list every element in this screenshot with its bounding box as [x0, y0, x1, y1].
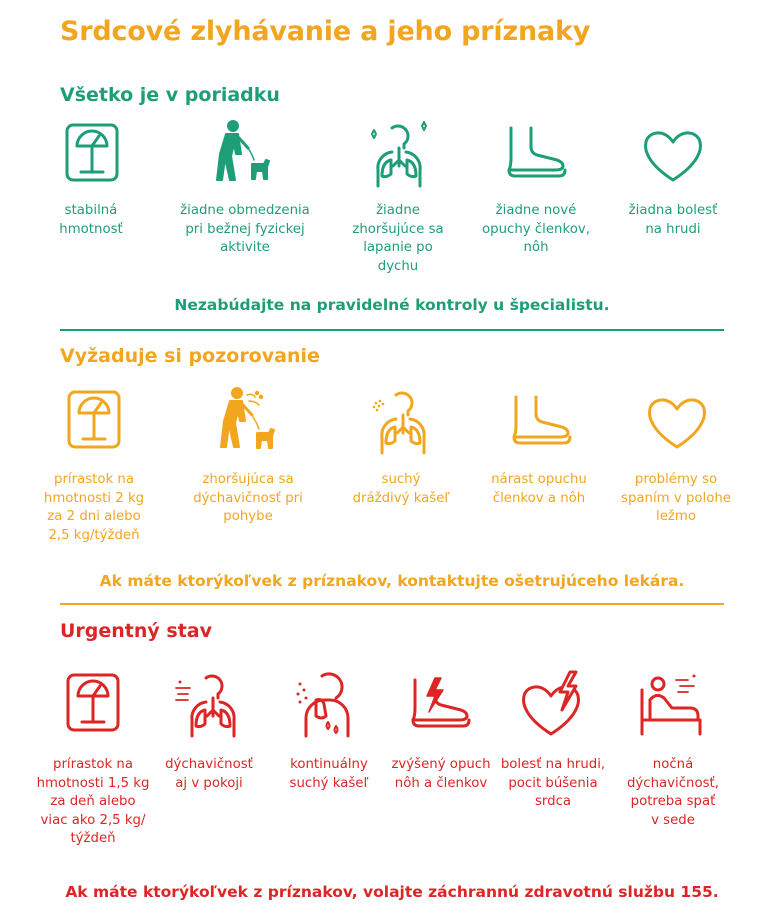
heart-icon	[638, 120, 708, 190]
caption: žiadne nové opuchy členkov, nôh	[482, 203, 590, 255]
caption: zvýšený opuch nôh a členkov	[391, 757, 491, 791]
section-heading: Urgentný stav	[60, 620, 213, 642]
divider	[60, 329, 724, 331]
heart-lightning-icon	[518, 670, 588, 740]
caption: žiadne obmedzenia pri bežnej fyzickej aktivite	[180, 203, 310, 255]
scale-icon	[58, 670, 128, 740]
caption: suchý dráždivý kašeľ	[352, 472, 450, 506]
scale-icon	[57, 120, 127, 190]
section-note: Ak máte ktorýkoľvek z príznakov, kontaktujte ošetrujúceho lekára.	[99, 572, 685, 590]
caption: kontinuálny suchý kašeľ	[289, 757, 369, 791]
caption: dýchavičnosť aj v pokoji	[165, 757, 253, 791]
person-walking-dog-icon	[202, 120, 272, 190]
caption: prírastok na hmotnosti 2 kg za 2 dni alebo 2,5 kg/týždeň	[43, 472, 145, 543]
page-title: Srdcové zlyhávanie a jeho príznaky	[60, 16, 591, 47]
heart-icon	[642, 387, 712, 457]
caption: stabilná hmotnosť	[59, 203, 123, 237]
section-heading: Vyžaduje si pozorovanie	[60, 345, 320, 367]
person-lungs-breath-icon	[174, 670, 244, 740]
scale-icon	[59, 387, 129, 457]
section-ok	[0, 84, 784, 334]
caption: zhoršujúca sa dýchavičnosť pri pohybe	[193, 472, 303, 524]
divider	[60, 603, 724, 605]
person-in-bed-breath-icon	[636, 670, 706, 740]
foot-icon	[501, 120, 571, 190]
section-note: Ak máte ktorýkoľvek z príznakov, volajte záchrannú zdravotnú službu 155.	[65, 883, 719, 901]
caption: problémy so spaním v polohe ležmo	[621, 472, 731, 524]
caption: žiadne zhoršujúce sa lapanie po dychu	[352, 203, 444, 274]
caption: žiadna bolesť na hrudi	[628, 203, 718, 237]
section-note: Nezabúdajte na pravidelné kontroly u špecialistu.	[174, 296, 610, 314]
caption: prírastok na hmotnosti 1,5 kg za deň alebo viac ako 2,5 kg/ týždeň	[36, 757, 150, 846]
swollen-foot-icon	[506, 387, 576, 457]
section-heading: Všetko je v poriadku	[60, 84, 280, 106]
person-lungs-icon	[364, 120, 434, 190]
caption: bolesť na hrudi, pocit búšenia srdca	[500, 757, 606, 809]
foot-lightning-icon	[405, 670, 475, 740]
section-urgent	[0, 620, 784, 919]
caption: nočná dýchavičnosť, potreba spať v sede	[626, 757, 719, 828]
person-lungs-cough-icon	[368, 387, 438, 457]
caption: nárast opuchu členkov a nôh	[491, 472, 587, 506]
section-watch	[0, 345, 784, 605]
person-coughing-icon	[292, 670, 362, 740]
person-walking-dog-breathless-icon	[213, 387, 283, 457]
